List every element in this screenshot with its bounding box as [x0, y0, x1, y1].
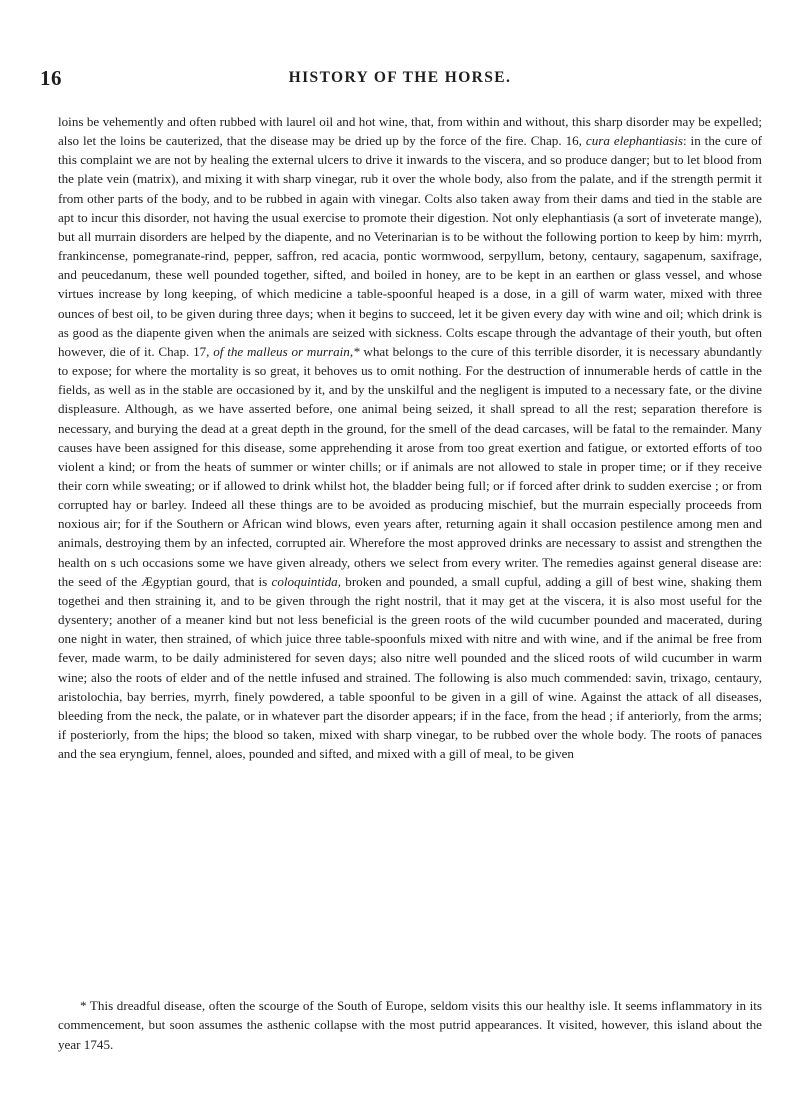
footnote: * This dreadful disease, often the scourge of the South of Europe, seldom visits this our healthy isle. It seems inflammatory in its commencement, but soon assumes the asthenic collapse with the most putrid appearances. It visited, however, this island about the year 1745.: [58, 998, 762, 1052]
page-number: 16: [40, 66, 62, 90]
page-header: [40, 66, 760, 88]
running-title: HISTORY OF THE HORSE.: [288, 69, 512, 86]
italic-term: coloquintida,: [271, 573, 341, 589]
text-segment: what belongs to the cure of this terrible disorder, it is necessary abundantly to expose; for where the mortality is so great, it behoves us to omit nothing. For the destruction of innumerable herds of cattle in the fields, as well as in the stable are occasioned by it, and by the unskilful and the negligent is imputed to a necessary fate, or the divine displeasure. Although, as we have asserted before, one animal being seized, it shall spread to all the rest; separation therefore is necessary, and burying the dead at a great depth in the ground, for the smell of the dead carcases, will be fatal to the remainder. Many causes have been assigned for this disease, some apprehending it arose from too great exertion and fatigue, or extorted efforts of too violent a kind; or from the heats of summer or winter chills; or if animals are not allowed to stale in proper time; or if they receive their corn while sweating; or if allowed to drink whilst hot, the bladder being full; or if forced after drink to sudden exercise ; or from corrupted hay or barley. Indeed all these things are to be avoided as producing mischief, but the murrain especially proceeds from noxious air; for if the Southern or African wind blows, even years after, returning again it shall occasion pestilence among men and animals, destroying them by an infected, corrupted air. Wherefore the most approved drinks are necessary to assist and strengthen the health on s uch occasions some we have given already, others we select from every writer. The remedies against general disease are: the seed of the Ægyptian gourd, that is: [58, 343, 762, 589]
italic-title: of the malleus or murrain,*: [213, 343, 360, 359]
text-segment: : in the cure of this complaint we are not by healing the external ulcers to drive it inwards to the viscera, and so produce danger; but to let blood from the plate vein (matrix), and mixing it with sharp vinegar, rub it over the whole body, also from the palate, and if the strength permit it from other parts of the body, and to be rubbed in again with vinegar. Colts also taken away from their dams and tied in the stable are apt to incur this disorder, not having the usual exercise to promote their digestion. Not only elephantiasis (a sort of inveterate mange), but all murrain disorders are helped by the diapente, and no Veterinarian is to be without the following portion to keep by him: myrrh, frankincense, pomegranate-rind, pepper, saffron, red acacia, pontic wormwood, serpyllum, betony, centaury, sagapenum, saxifrage, and peucedanum, these well pounded together, sifted, and boiled in honey, are to be kept in an earthen or glass vessel, and whose virtues increase by long keeping, of which medicine a table-spoonful heaped is a dose, in a gill of warm water, mixed with three ounces of best oil, to be given during three days; when it begins to succeed, let it be given every day with wine and oil; which drink is as good as the diapente given when the animals are seized with sickness. Colts escape through the advantage of their youth, but often however, die of it. Chap. 17,: [58, 133, 763, 359]
main-paragraph: [58, 112, 762, 763]
text-segment: broken and pounded, a small cupful, adding a gill of best wine, shaking them togethei and then straining it, and to be given through the right nostril, that it may get at the viscera, it is also most useful for the dysentery; another of a meaner kind but not less beneficial is the green roots of the wild cucumber pounded and macerated, during one night in water, then strained, of which juice three table-spoonfuls mixed with nitre and with wine, and if the animal be free from fever, made warm, to be daily administered for seven days; also nitre well pounded and the sliced roots of wild cucumber in warm wine; also the roots of elder and of the nettle infused and strained. The following is also much commended: savin, trixago, centaury, aristolochia, bay berries, myrrh, finely powdered, a table spoonful to be given in a gill of wine. Against the attack of all diseases, bleeding from the neck, the palate, or in whatever part the disorder appears; if in the face, from the head ; if anteriorly, from the arms; if posteriorly, from the hips; the blood so taken, mixed with sharp vinegar, to be rubbed over the whole body. The roots of panaces and the sea eryngium, fennel, aloes, pounded and sifted, and mixed with a gill of meal, to be given: [58, 573, 762, 762]
text-segment: loins be vehemently and often rubbed with laurel oil and hot wine, that, from within and without, this sharp disorder may be expelled; also let the loins be cauterized, that the disease may be dried up by the force of the fire. Chap. 16,: [58, 114, 762, 149]
italic-title: cura elephantiasis: [585, 133, 683, 149]
